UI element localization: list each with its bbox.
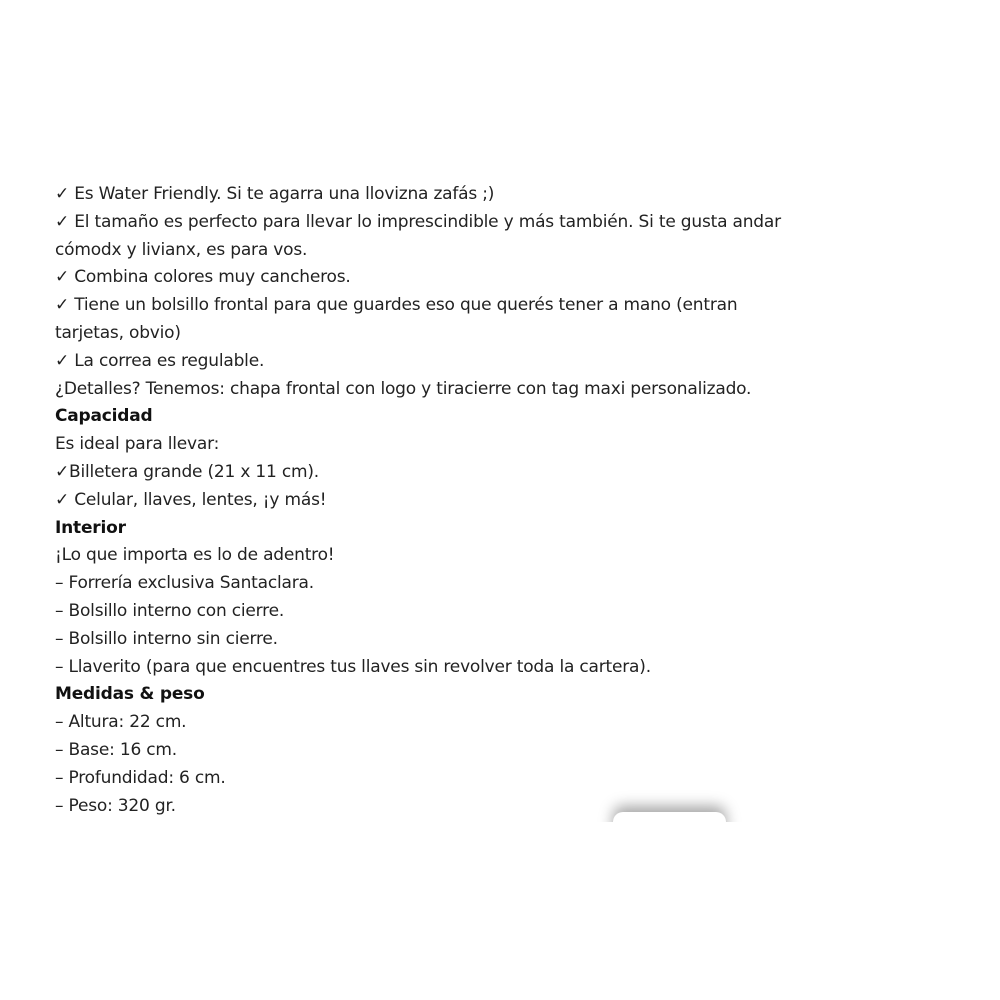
description-line: – Altura: 22 cm. — [55, 712, 187, 733]
description-line: ¿Detalles? Tenemos: chapa frontal con logo y tiracierre con tag maxi personalizado. — [55, 378, 752, 399]
description-line: – Profundidad: 6 cm. — [55, 767, 226, 788]
description-line: – Base: 16 cm. — [55, 739, 177, 760]
section-heading: Capacidad — [55, 406, 153, 427]
product-description — [55, 181, 955, 820]
page-footer-blank — [0, 822, 1000, 1000]
section-heading: Interior — [55, 517, 126, 538]
description-line: cómodx y livianx, es para vos. — [55, 239, 308, 260]
description-line: ✓ Es Water Friendly. Si te agarra una llovizna zafás ;) — [55, 184, 495, 204]
description-line: Es ideal para llevar: — [55, 434, 220, 455]
description-line: – Forrería exclusiva Santaclara. — [55, 573, 314, 594]
description-line: ¡Lo que importa es lo de adentro! — [55, 545, 335, 566]
description-line: – Bolsillo interno sin cierre. — [55, 628, 278, 649]
description-line: – Bolsillo interno con cierre. — [55, 600, 285, 621]
description-line: tarjetas, obvio) — [55, 322, 181, 343]
description-line: ✓ Tiene un bolsillo frontal para que guardes eso que querés tener a mano (entran — [55, 295, 738, 316]
description-line: ✓ La correa es regulable. — [55, 350, 265, 371]
description-line: ✓ El tamaño es perfecto para llevar lo imprescindible y más también. Si te gusta andar — [55, 211, 781, 232]
description-line: – Peso: 320 gr. — [55, 795, 176, 816]
description-line: – Llaverito (para que encuentres tus llaves sin revolver toda la cartera). — [55, 656, 651, 677]
description-line: ✓ Celular, llaves, lentes, ¡y más! — [55, 489, 327, 510]
section-heading: Medidas & peso — [55, 684, 205, 705]
description-line: ✓Billetera grande (21 x 11 cm). — [55, 461, 320, 482]
description-line: ✓ Combina colores muy cancheros. — [55, 267, 351, 288]
